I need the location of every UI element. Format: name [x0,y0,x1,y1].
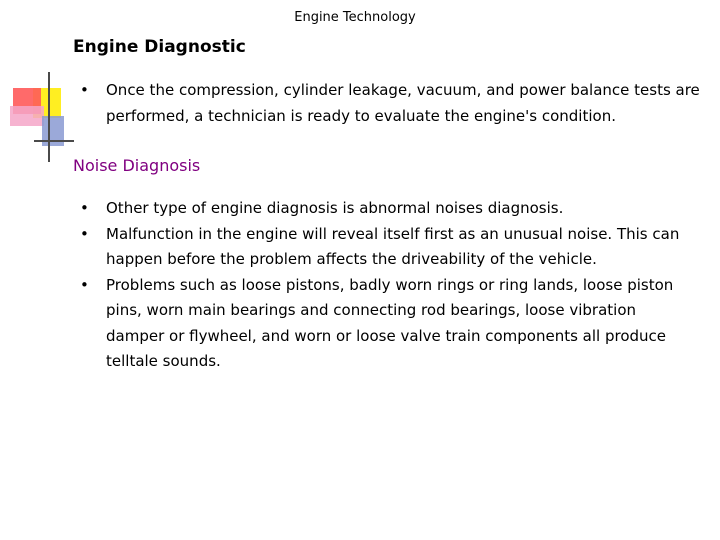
noise-bullet-list [80,196,690,375]
bullet-icon: • [80,81,89,99]
header-title: Engine Technology [294,10,416,25]
bullet-text: Other type of engine diagnosis is abnormal noises diagnosis. [106,199,564,217]
list-item [80,78,700,129]
section-heading: Noise Diagnosis [73,156,201,175]
list-item [80,222,690,273]
bullet-text: Once the compression, cylinder leakage, vacuum, and power balance tests are performed, a technician is ready to evaluate the engine's condition. [106,81,700,125]
bullet-text: Malfunction in the engine will reveal itself first as an unusual noise. This can happen before the problem affects the driveability of the vehicle. [106,224,680,268]
vertical-rule [48,72,50,162]
list-item [80,273,690,375]
bullet-icon: • [80,224,89,243]
pink-square [10,106,44,126]
intro-bullet-list [80,78,700,129]
decorative-squares-logo [10,72,70,162]
list-item [80,196,690,222]
horizontal-rule [34,140,74,142]
slide-title: Engine Diagnostic [73,37,246,57]
bullet-icon: • [80,199,89,217]
bullet-text: Problems such as loose pistons, badly worn rings or ring lands, loose piston pins, worn main bearings and connecting rod bearings, loose vibration damper or flywheel, and worn or loose valve train components all produce telltale sounds. [106,275,674,370]
bullet-icon: • [80,275,89,294]
